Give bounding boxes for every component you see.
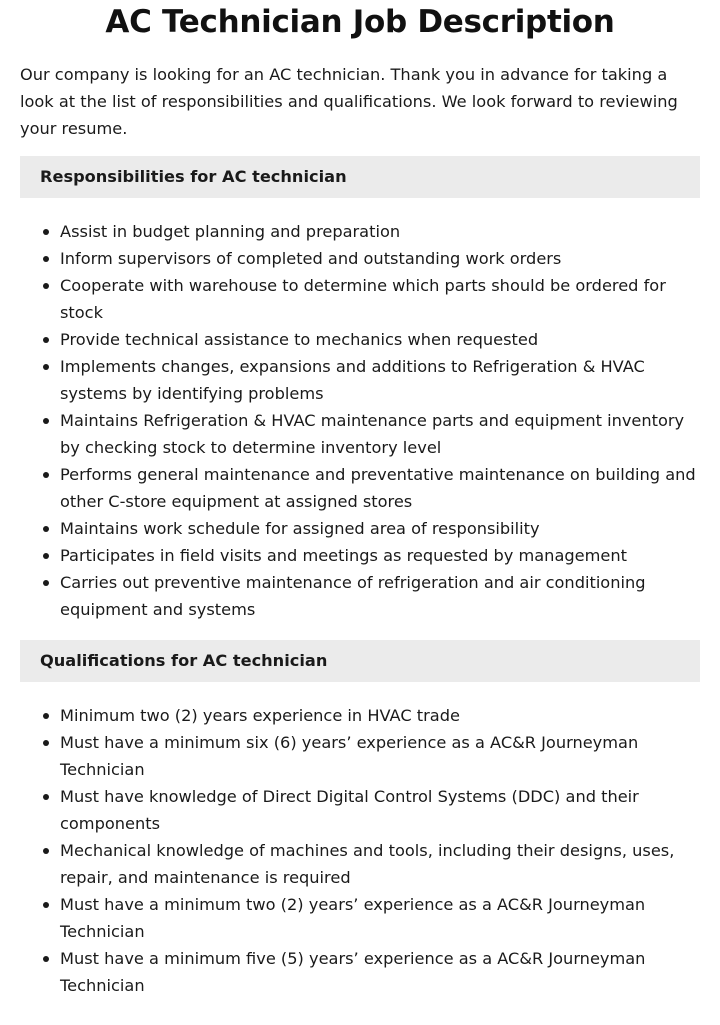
list-item: Mechanical knowledge of machines and tools, including their designs, uses, repair, and maintenance is required [60, 837, 700, 891]
list-item: Must have a minimum five (5) years’ experience as a AC&R Journeyman Technician [60, 945, 700, 999]
list-item: Assist in budget planning and preparation [60, 218, 700, 245]
list-item: Minimum two (2) years experience in HVAC trade [60, 702, 700, 729]
list-item: Provide technical assistance to mechanics when requested [60, 326, 700, 353]
list-item: Must have a minimum six (6) years’ experience as a AC&R Journeyman Technician [60, 729, 700, 783]
list-item: Implements changes, expansions and additions to Refrigeration & HVAC systems by identifying problems [60, 353, 700, 407]
list-item: Inform supervisors of completed and outstanding work orders [60, 245, 700, 272]
list-item: Maintains work schedule for assigned area of responsibility [60, 515, 700, 542]
list-item: Must have knowledge of Direct Digital Control Systems (DDC) and their components [60, 783, 700, 837]
intro-paragraph: Our company is looking for an AC technician. Thank you in advance for taking a look at the list of responsibilities and qualifications. We look forward to reviewing your resume. [20, 65, 678, 138]
page-title: AC Technician Job Description [105, 4, 615, 40]
list-item: Cooperate with warehouse to determine which parts should be ordered for stock [60, 272, 700, 326]
qualifications-heading: Qualifications for AC technician [20, 640, 700, 682]
list-item: Carries out preventive maintenance of refrigeration and air conditioning equipment and systems [60, 569, 700, 623]
qualifications-list [20, 702, 700, 999]
list-item: Maintains Refrigeration & HVAC maintenance parts and equipment inventory by checking stock to determine inventory level [60, 407, 700, 461]
list-item: Participates in field visits and meetings as requested by management [60, 542, 700, 569]
list-item: Performs general maintenance and preventative maintenance on building and other C-store equipment at assigned stores [60, 461, 700, 515]
list-item: Must have a minimum two (2) years’ experience as a AC&R Journeyman Technician [60, 891, 700, 945]
responsibilities-list [20, 218, 700, 623]
responsibilities-heading: Responsibilities for AC technician [20, 156, 700, 198]
